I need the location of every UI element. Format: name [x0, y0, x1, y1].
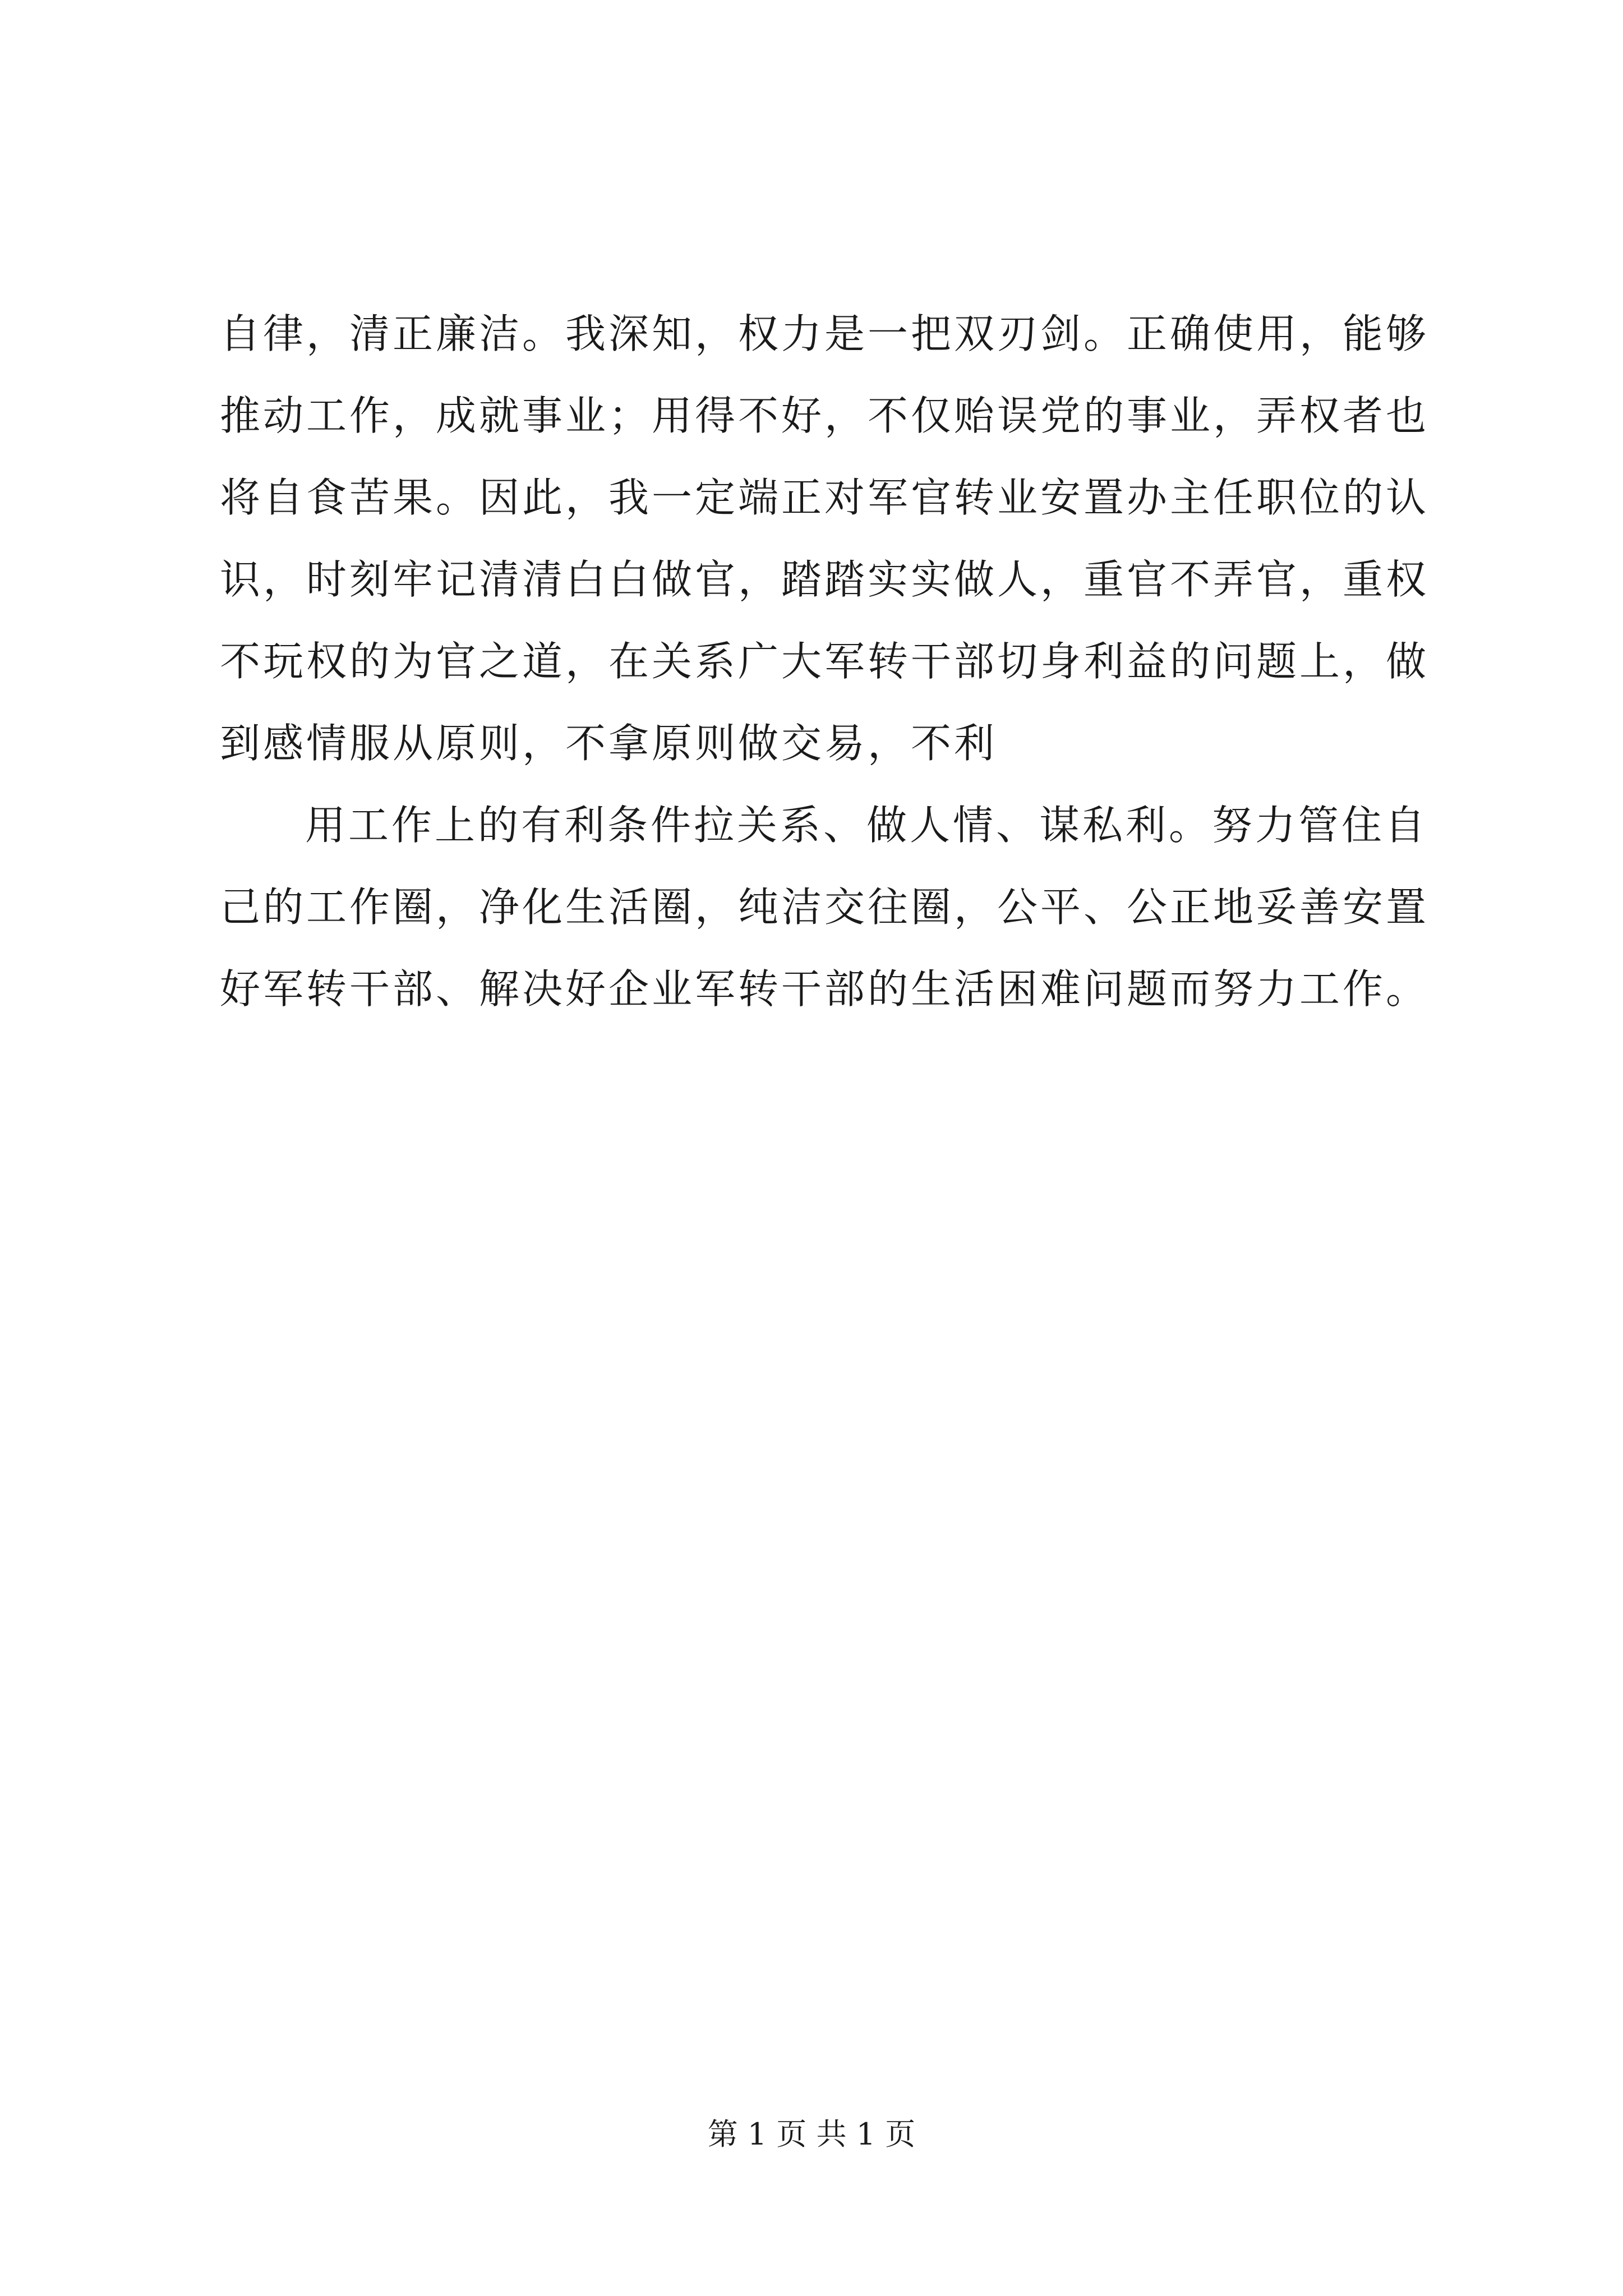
text-line: 将自食苦果。因此，我一定端正对军官转业安置办主任职位的认	[220, 474, 1430, 521]
page-number: 第 1 页 共 1 页	[707, 2116, 916, 2152]
body-text	[220, 293, 1442, 1030]
text-line: 识，时刻牢记清清白白做官，踏踏实实做人，重官不弄官，重权	[220, 556, 1430, 603]
text-line: 到感情服从原则，不拿原则做交易，不利	[220, 720, 998, 767]
text-line: 好军转干部、解决好企业军转干部的生活困难问题而努力工作。	[220, 965, 1430, 1013]
text-line: 自律，清正廉洁。我深知，权力是一把双刃剑。正确使用，能够	[220, 310, 1430, 357]
text-line: 用工作上的有利条件拉关系、做人情、谋私利。努力管住自	[305, 802, 1428, 849]
page-footer	[0, 2115, 1623, 2154]
text-line: 推动工作，成就事业；用得不好，不仅贻误党的事业，弄权者也	[220, 392, 1430, 439]
text-line: 己的工作圈，净化生活圈，纯洁交往圈，公平、公正地妥善安置	[220, 884, 1430, 931]
text-line: 不玩权的为官之道，在关系广大军转干部切身利益的问题上，做	[220, 638, 1430, 685]
